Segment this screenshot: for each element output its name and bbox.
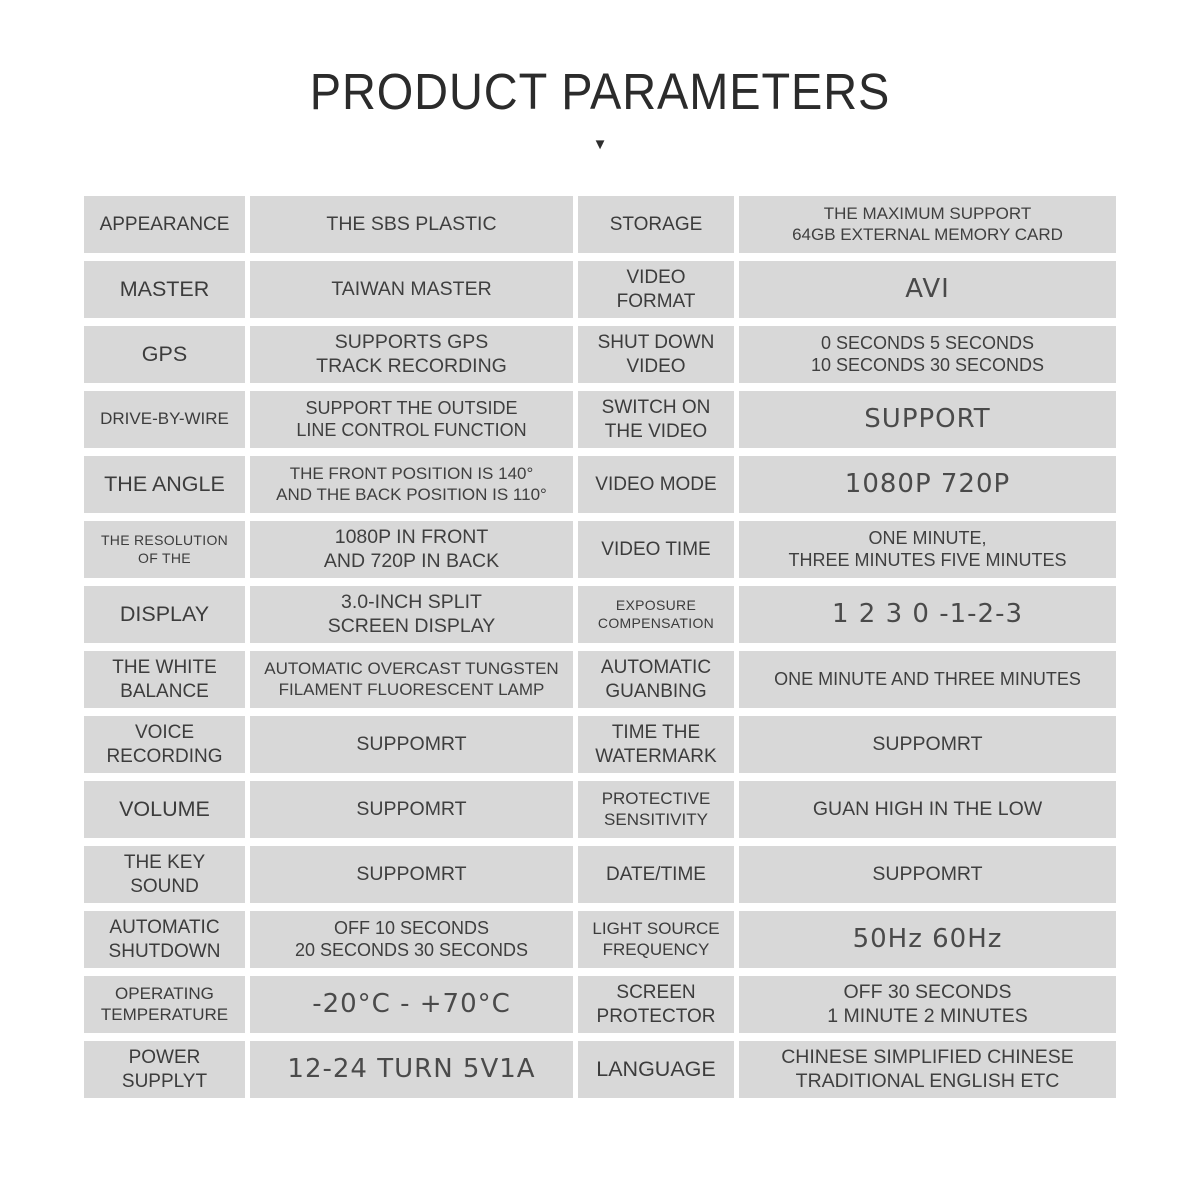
- param-value: 50Hz 60Hz: [739, 911, 1116, 968]
- param-label: VIDEO FORMAT: [578, 261, 734, 318]
- param-value: SUPPOMRT: [250, 716, 573, 773]
- param-value: SUPPORT: [739, 391, 1116, 448]
- param-label: THE RESOLUTION OF THE: [84, 521, 245, 578]
- page-title: PRODUCT PARAMETERS: [309, 63, 891, 120]
- param-label: THE KEY SOUND: [84, 846, 245, 903]
- triangle-down-icon: ▼: [592, 136, 608, 153]
- param-label: STORAGE: [578, 196, 734, 253]
- param-label: SHUT DOWN VIDEO: [578, 326, 734, 383]
- param-label: GPS: [84, 326, 245, 383]
- param-value: 1 2 3 0 -1-2-3: [739, 586, 1116, 643]
- param-value: TAIWAN MASTER: [250, 261, 573, 318]
- param-label: DATE/TIME: [578, 846, 734, 903]
- param-label: OPERATING TEMPERATURE: [84, 976, 245, 1033]
- param-label: THE WHITE BALANCE: [84, 651, 245, 708]
- param-value: 0 SECONDS 5 SECONDS 10 SECONDS 30 SECONDS: [739, 326, 1116, 383]
- param-value: THE SBS PLASTIC: [250, 196, 573, 253]
- param-label: DRIVE-BY-WIRE: [84, 391, 245, 448]
- param-value: SUPPOMRT: [739, 846, 1116, 903]
- param-label: VOLUME: [84, 781, 245, 838]
- param-value: SUPPOMRT: [250, 846, 573, 903]
- param-value: SUPPORTS GPS TRACK RECORDING: [250, 326, 573, 383]
- param-value: GUAN HIGH IN THE LOW: [739, 781, 1116, 838]
- param-label: LANGUAGE: [578, 1041, 734, 1098]
- param-value: -20°C - +70°C: [250, 976, 573, 1033]
- param-label: APPEARANCE: [84, 196, 245, 253]
- param-value: THE FRONT POSITION IS 140° AND THE BACK POSITION IS 110°: [250, 456, 573, 513]
- param-label: THE ANGLE: [84, 456, 245, 513]
- param-label: VOICE RECORDING: [84, 716, 245, 773]
- param-value: 1080P 720P: [739, 456, 1116, 513]
- param-value: 12-24 TURN 5V1A: [250, 1041, 573, 1098]
- param-label: AUTOMATIC GUANBING: [578, 651, 734, 708]
- param-label: LIGHT SOURCE FREQUENCY: [578, 911, 734, 968]
- param-value: ONE MINUTE AND THREE MINUTES: [739, 651, 1116, 708]
- param-value: OFF 30 SECONDS 1 MINUTE 2 MINUTES: [739, 976, 1116, 1033]
- param-value: OFF 10 SECONDS 20 SECONDS 30 SECONDS: [250, 911, 573, 968]
- param-value: SUPPORT THE OUTSIDE LINE CONTROL FUNCTION: [250, 391, 573, 448]
- param-label: MASTER: [84, 261, 245, 318]
- param-label: TIME THE WATERMARK: [578, 716, 734, 773]
- param-value: AUTOMATIC OVERCAST TUNGSTEN FILAMENT FLUORESCENT LAMP: [250, 651, 573, 708]
- param-label: SWITCH ON THE VIDEO: [578, 391, 734, 448]
- param-value: CHINESE SIMPLIFIED CHINESE TRADITIONAL ENGLISH ETC: [739, 1041, 1116, 1098]
- param-value: AVI: [739, 261, 1116, 318]
- param-label: POWER SUPPLYT: [84, 1041, 245, 1098]
- param-label: AUTOMATIC SHUTDOWN: [84, 911, 245, 968]
- param-label: VIDEO TIME: [578, 521, 734, 578]
- param-value: 1080P IN FRONT AND 720P IN BACK: [250, 521, 573, 578]
- param-value: 3.0-INCH SPLIT SCREEN DISPLAY: [250, 586, 573, 643]
- param-label: PROTECTIVE SENSITIVITY: [578, 781, 734, 838]
- param-label: DISPLAY: [84, 586, 245, 643]
- param-value: SUPPOMRT: [739, 716, 1116, 773]
- param-label: SCREEN PROTECTOR: [578, 976, 734, 1033]
- parameters-table: [84, 196, 1116, 1098]
- param-value: THE MAXIMUM SUPPORT 64GB EXTERNAL MEMORY CARD: [739, 196, 1116, 253]
- param-value: ONE MINUTE, THREE MINUTES FIVE MINUTES: [739, 521, 1116, 578]
- param-value: SUPPOMRT: [250, 781, 573, 838]
- param-label: VIDEO MODE: [578, 456, 734, 513]
- param-label: EXPOSURE COMPENSATION: [578, 586, 734, 643]
